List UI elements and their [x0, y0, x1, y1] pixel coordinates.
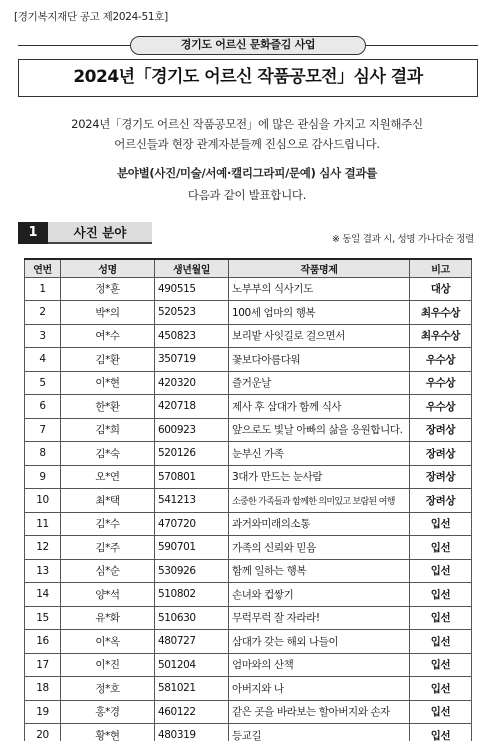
row-number: 1	[25, 277, 61, 301]
table-row	[25, 724, 472, 741]
row-name: 정*호	[61, 677, 155, 701]
row-name: 김*수	[61, 512, 155, 536]
row-award: 장려상	[410, 489, 472, 513]
row-work-title: 꽃보다아름다워	[229, 348, 410, 372]
row-work-title: 손녀와 컵쌓기	[229, 583, 410, 607]
row-birthdate: 470720	[155, 512, 229, 536]
header-birthdate: 생년월일	[155, 259, 229, 277]
row-name: 유*화	[61, 606, 155, 630]
header-number: 연번	[25, 259, 61, 277]
intro-line-1: 2024년「경기도 어르신 작품공모전」에 많은 관심을 가지고 지원해주신	[71, 117, 423, 131]
row-award: 입선	[410, 583, 472, 607]
table-row	[25, 301, 472, 325]
row-name: 김*숙	[61, 442, 155, 466]
title-banner	[18, 36, 478, 98]
intro-line-2: 어르신들과 현장 관계자분들께 진심으로 감사드립니다.	[114, 137, 380, 151]
row-name: 김*희	[61, 418, 155, 442]
row-name: 홍*경	[61, 700, 155, 724]
row-birthdate: 501204	[155, 653, 229, 677]
row-name: 이*현	[61, 371, 155, 395]
row-work-title: 3대가 만드는 눈사람	[229, 465, 410, 489]
row-work-title: 무럭무럭 잘 자라라!	[229, 606, 410, 630]
table-row	[25, 348, 472, 372]
row-award: 입선	[410, 512, 472, 536]
table-row	[25, 630, 472, 654]
row-award: 최우수상	[410, 301, 472, 325]
row-birthdate: 490515	[155, 277, 229, 301]
row-work-title: 과거와미래의소통	[229, 512, 410, 536]
row-work-title: 즐거운날	[229, 371, 410, 395]
row-name: 양*석	[61, 583, 155, 607]
row-work-title: 엄마와의 산책	[229, 653, 410, 677]
intro-line-3: 분야별(사진/미술/서예·캘리그라피/문예) 심사 결과를	[116, 166, 378, 180]
row-name: 김*주	[61, 536, 155, 560]
row-work-title: 아버지와 나	[229, 677, 410, 701]
row-work-title: 노부부의 식사기도	[229, 277, 410, 301]
section-title: 사진 분야	[48, 222, 152, 244]
row-birthdate: 450823	[155, 324, 229, 348]
table-row	[25, 512, 472, 536]
row-award: 장려상	[410, 465, 472, 489]
row-birthdate: 530926	[155, 559, 229, 583]
header-work-title: 작품명제	[229, 259, 410, 277]
notice-number: [경기복지재단 공고 제2024-51호]	[14, 11, 168, 23]
row-work-title: 삼대가 갖는 해외 나들이	[229, 630, 410, 654]
row-name: 심*순	[61, 559, 155, 583]
table-row	[25, 559, 472, 583]
row-award: 대상	[410, 277, 472, 301]
table-row	[25, 465, 472, 489]
row-birthdate: 510630	[155, 606, 229, 630]
row-work-title: 함께 일하는 행복	[229, 559, 410, 583]
table-row	[25, 653, 472, 677]
section-header	[18, 222, 152, 244]
row-award: 입선	[410, 724, 472, 741]
table-row	[25, 371, 472, 395]
table-row	[25, 536, 472, 560]
program-name: 경기도 어르신 문화즐김 사업	[130, 36, 366, 55]
row-award: 입선	[410, 606, 472, 630]
row-number: 2	[25, 301, 61, 325]
row-number: 5	[25, 371, 61, 395]
row-birthdate: 460122	[155, 700, 229, 724]
row-award: 장려상	[410, 418, 472, 442]
row-birthdate: 520126	[155, 442, 229, 466]
row-birthdate: 590701	[155, 536, 229, 560]
row-birthdate: 600923	[155, 418, 229, 442]
row-name: 황*현	[61, 724, 155, 741]
row-birthdate: 420320	[155, 371, 229, 395]
row-work-title: 소중한 가족들과 함께한 의미있고 보람된 여행	[229, 489, 410, 513]
row-award: 입선	[410, 700, 472, 724]
row-award: 입선	[410, 559, 472, 583]
row-name: 김*환	[61, 348, 155, 372]
row-number: 17	[25, 653, 61, 677]
row-name: 최*택	[61, 489, 155, 513]
row-work-title: 등교길	[229, 724, 410, 741]
row-number: 18	[25, 677, 61, 701]
table-row	[25, 606, 472, 630]
row-work-title: 눈부신 가족	[229, 442, 410, 466]
row-number: 14	[25, 583, 61, 607]
row-birthdate: 520523	[155, 301, 229, 325]
row-work-title: 같은 곳을 바라보는 할아버지와 손자	[229, 700, 410, 724]
header-name: 성명	[61, 259, 155, 277]
row-number: 13	[25, 559, 61, 583]
row-work-title: 제사 후 삼대가 함께 식사	[229, 395, 410, 419]
row-number: 19	[25, 700, 61, 724]
row-number: 20	[25, 724, 61, 741]
row-award: 입선	[410, 677, 472, 701]
row-work-title: 앞으로도 빛날 아빠의 삶을 응원합니다.	[229, 418, 410, 442]
row-number: 4	[25, 348, 61, 372]
row-birthdate: 570801	[155, 465, 229, 489]
row-birthdate: 420718	[155, 395, 229, 419]
row-award: 우수상	[410, 371, 472, 395]
section-number: 1	[18, 222, 48, 244]
table-row	[25, 324, 472, 348]
row-award: 우수상	[410, 395, 472, 419]
table-row	[25, 700, 472, 724]
table-row	[25, 489, 472, 513]
row-birthdate: 480319	[155, 724, 229, 741]
row-name: 이*옥	[61, 630, 155, 654]
intro-line-4: 다음과 같이 발표합니다.	[187, 188, 307, 202]
row-name: 오*연	[61, 465, 155, 489]
row-work-title: 보리밭 사잇길로 걸으면서	[229, 324, 410, 348]
row-birthdate: 480727	[155, 630, 229, 654]
row-number: 8	[25, 442, 61, 466]
row-number: 12	[25, 536, 61, 560]
row-award: 입선	[410, 630, 472, 654]
row-birthdate: 581021	[155, 677, 229, 701]
table-row	[25, 395, 472, 419]
row-number: 16	[25, 630, 61, 654]
row-number: 11	[25, 512, 61, 536]
row-name: 한*환	[61, 395, 155, 419]
row-birthdate: 350719	[155, 348, 229, 372]
row-name: 박*의	[61, 301, 155, 325]
row-number: 7	[25, 418, 61, 442]
sort-note: ※ 동일 결과 시, 성명 가나다순 정렬	[331, 234, 474, 245]
table-row	[25, 442, 472, 466]
row-birthdate: 510802	[155, 583, 229, 607]
row-work-title: 가족의 신뢰와 믿음	[229, 536, 410, 560]
results-table	[24, 258, 472, 741]
row-birthdate: 541213	[155, 489, 229, 513]
row-award: 장려상	[410, 442, 472, 466]
row-name: 이*진	[61, 653, 155, 677]
header-remarks: 비고	[410, 259, 472, 277]
row-work-title: 100세 엄마의 행복	[229, 301, 410, 325]
page-title: 2024년「경기도 어르신 작품공모전」심사 결과	[18, 59, 478, 97]
row-number: 6	[25, 395, 61, 419]
row-award: 입선	[410, 536, 472, 560]
row-number: 15	[25, 606, 61, 630]
table-row	[25, 583, 472, 607]
table-row	[25, 277, 472, 301]
row-number: 9	[25, 465, 61, 489]
row-name: 정*훈	[61, 277, 155, 301]
table-row	[25, 418, 472, 442]
row-number: 10	[25, 489, 61, 513]
row-award: 최우수상	[410, 324, 472, 348]
row-number: 3	[25, 324, 61, 348]
table-row	[25, 677, 472, 701]
row-award: 우수상	[410, 348, 472, 372]
row-award: 입선	[410, 653, 472, 677]
row-name: 여*수	[61, 324, 155, 348]
table-header-row	[25, 259, 472, 277]
